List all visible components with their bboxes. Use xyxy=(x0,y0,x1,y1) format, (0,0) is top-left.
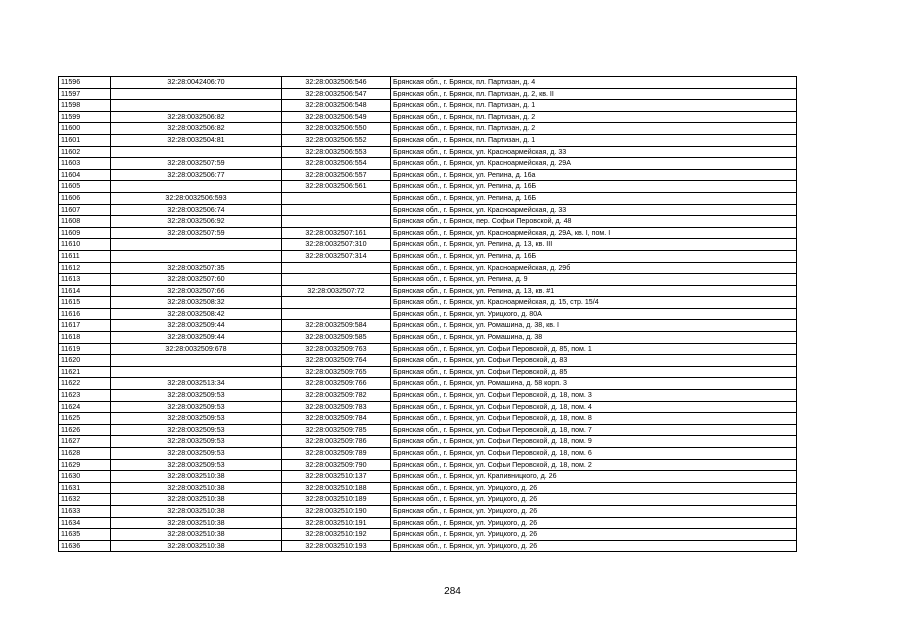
row-number-cell: 11610 xyxy=(59,239,111,251)
table-row xyxy=(59,192,797,204)
cadastral-number-cell: 32:28:0032506:82 xyxy=(111,111,282,123)
address-cell: Брянская обл., г. Брянск, пл. Партизан, д. 1 xyxy=(391,100,797,112)
address-cell: Брянская обл., г. Брянск, ул. Софьи Перовской, д. 85 xyxy=(391,366,797,378)
object-cadastral-number-cell xyxy=(282,262,391,274)
cadastral-number-cell xyxy=(111,366,282,378)
object-cadastral-number-cell: 32:28:0032510:137 xyxy=(282,471,391,483)
table-row xyxy=(59,320,797,332)
cadastral-number-cell: 32:28:0032509:53 xyxy=(111,390,282,402)
object-cadastral-number-cell: 32:28:0032510:191 xyxy=(282,517,391,529)
cadastral-number-cell: 32:28:0042406:70 xyxy=(111,77,282,89)
object-cadastral-number-cell: 32:28:0032509:782 xyxy=(282,390,391,402)
cadastral-number-cell: 32:28:0032506:92 xyxy=(111,216,282,228)
row-number-cell: 11619 xyxy=(59,343,111,355)
row-number-cell: 11635 xyxy=(59,529,111,541)
table-row xyxy=(59,123,797,135)
table-row xyxy=(59,262,797,274)
table-row xyxy=(59,343,797,355)
cadastral-number-cell: 32:28:0032509:678 xyxy=(111,343,282,355)
cadastral-number-cell: 32:28:0032510:38 xyxy=(111,482,282,494)
address-cell: Брянская обл., г. Брянск, пл. Партизан, д. 1 xyxy=(391,134,797,146)
address-cell: Брянская обл., г. Брянск, пл. Партизан, д. 2 xyxy=(391,111,797,123)
cadastral-number-cell: 32:28:0032507:60 xyxy=(111,274,282,286)
table-row xyxy=(59,471,797,483)
address-cell: Брянская обл., г. Брянск, ул. Урицкого, д. 26 xyxy=(391,505,797,517)
object-cadastral-number-cell: 32:28:0032506:557 xyxy=(282,169,391,181)
object-cadastral-number-cell xyxy=(282,308,391,320)
address-cell: Брянская обл., г. Брянск, ул. Урицкого, д. 26 xyxy=(391,540,797,552)
table-row xyxy=(59,494,797,506)
cadastral-number-cell: 32:28:0032509:53 xyxy=(111,436,282,448)
table-row xyxy=(59,216,797,228)
table-row xyxy=(59,390,797,402)
object-cadastral-number-cell: 32:28:0032506:548 xyxy=(282,100,391,112)
register-table xyxy=(58,76,797,552)
table-row xyxy=(59,448,797,460)
cadastral-number-cell xyxy=(111,181,282,193)
cadastral-number-cell xyxy=(111,239,282,251)
object-cadastral-number-cell: 32:28:0032506:553 xyxy=(282,146,391,158)
object-cadastral-number-cell: 32:28:0032509:766 xyxy=(282,378,391,390)
address-cell: Брянская обл., г. Брянск, ул. Урицкого, д. 26 xyxy=(391,494,797,506)
object-cadastral-number-cell: 32:28:0032507:314 xyxy=(282,250,391,262)
row-number-cell: 11604 xyxy=(59,169,111,181)
object-cadastral-number-cell: 32:28:0032509:786 xyxy=(282,436,391,448)
row-number-cell: 11616 xyxy=(59,308,111,320)
cadastral-number-cell: 32:28:0032506:82 xyxy=(111,123,282,135)
table-row xyxy=(59,297,797,309)
cadastral-number-cell: 32:28:0032509:53 xyxy=(111,401,282,413)
row-number-cell: 11631 xyxy=(59,482,111,494)
object-cadastral-number-cell: 32:28:0032509:584 xyxy=(282,320,391,332)
table-row xyxy=(59,158,797,170)
cadastral-number-cell xyxy=(111,250,282,262)
cadastral-number-cell: 32:28:0032510:38 xyxy=(111,529,282,541)
cadastral-number-cell: 32:28:0032507:66 xyxy=(111,285,282,297)
cadastral-number-cell: 32:28:0032509:53 xyxy=(111,424,282,436)
table-row xyxy=(59,239,797,251)
object-cadastral-number-cell: 32:28:0032510:188 xyxy=(282,482,391,494)
row-number-cell: 11599 xyxy=(59,111,111,123)
row-number-cell: 11600 xyxy=(59,123,111,135)
address-cell: Брянская обл., г. Брянск, ул. Урицкого, д. 26 xyxy=(391,482,797,494)
object-cadastral-number-cell: 32:28:0032510:190 xyxy=(282,505,391,517)
object-cadastral-number-cell: 32:28:0032507:161 xyxy=(282,227,391,239)
address-cell: Брянская обл., г. Брянск, ул. Софьи Перовской, д. 18, пом. 7 xyxy=(391,424,797,436)
cadastral-number-cell: 32:28:0032510:38 xyxy=(111,517,282,529)
row-number-cell: 11625 xyxy=(59,413,111,425)
object-cadastral-number-cell: 32:28:0032507:72 xyxy=(282,285,391,297)
object-cadastral-number-cell xyxy=(282,274,391,286)
row-number-cell: 11602 xyxy=(59,146,111,158)
address-cell: Брянская обл., г. Брянск, ул. Репина, д. 16Б xyxy=(391,250,797,262)
table-row xyxy=(59,332,797,344)
cadastral-number-cell: 32:28:0032510:38 xyxy=(111,505,282,517)
table-row xyxy=(59,529,797,541)
cadastral-number-cell xyxy=(111,355,282,367)
row-number-cell: 11618 xyxy=(59,332,111,344)
cadastral-number-cell xyxy=(111,100,282,112)
object-cadastral-number-cell: 32:28:0032506:550 xyxy=(282,123,391,135)
row-number-cell: 11622 xyxy=(59,378,111,390)
table-row xyxy=(59,77,797,89)
row-number-cell: 11606 xyxy=(59,192,111,204)
page-number: 284 xyxy=(444,586,461,597)
cadastral-number-cell xyxy=(111,146,282,158)
row-number-cell: 11620 xyxy=(59,355,111,367)
object-cadastral-number-cell: 32:28:0032509:790 xyxy=(282,459,391,471)
row-number-cell: 11633 xyxy=(59,505,111,517)
address-cell: Брянская обл., г. Брянск, ул. Крапивницкого, д. 26 xyxy=(391,471,797,483)
cadastral-number-cell: 32:28:0032509:53 xyxy=(111,459,282,471)
address-cell: Брянская обл., г. Брянск, ул. Урицкого, д. 26 xyxy=(391,517,797,529)
cadastral-number-cell: 32:28:0032508:42 xyxy=(111,308,282,320)
table-row xyxy=(59,482,797,494)
row-number-cell: 11624 xyxy=(59,401,111,413)
cadastral-number-cell: 32:28:0032510:38 xyxy=(111,471,282,483)
table-row xyxy=(59,413,797,425)
row-number-cell: 11634 xyxy=(59,517,111,529)
table-row xyxy=(59,250,797,262)
table-row xyxy=(59,146,797,158)
address-cell: Брянская обл., г. Брянск, пер. Софьи Перовской, д. 48 xyxy=(391,216,797,228)
table-row xyxy=(59,378,797,390)
address-cell: Брянская обл., г. Брянск, ул. Софьи Перовской, д. 18, пом. 2 xyxy=(391,459,797,471)
table-row xyxy=(59,436,797,448)
address-cell: Брянская обл., г. Брянск, ул. Репина, д. 16а xyxy=(391,169,797,181)
row-number-cell: 11608 xyxy=(59,216,111,228)
object-cadastral-number-cell: 32:28:0032509:585 xyxy=(282,332,391,344)
table-row xyxy=(59,111,797,123)
object-cadastral-number-cell: 32:28:0032506:552 xyxy=(282,134,391,146)
cadastral-number-cell: 32:28:0032506:593 xyxy=(111,192,282,204)
address-cell: Брянская обл., г. Брянск, ул. Софьи Перовской, д. 18, пом. 9 xyxy=(391,436,797,448)
address-cell: Брянская обл., г. Брянск, пл. Партизан, д. 2 xyxy=(391,123,797,135)
address-cell: Брянская обл., г. Брянск, ул. Красноармейская, д. 15, стр. 15/4 xyxy=(391,297,797,309)
table-row xyxy=(59,204,797,216)
cadastral-number-cell: 32:28:0032506:74 xyxy=(111,204,282,216)
table-row xyxy=(59,285,797,297)
object-cadastral-number-cell: 32:28:0032509:763 xyxy=(282,343,391,355)
table-row xyxy=(59,517,797,529)
row-number-cell: 11607 xyxy=(59,204,111,216)
row-number-cell: 11601 xyxy=(59,134,111,146)
address-cell: Брянская обл., г. Брянск, пл. Партизан, д. 4 xyxy=(391,77,797,89)
address-cell: Брянская обл., г. Брянск, ул. Софьи Перовской, д. 18, пом. 4 xyxy=(391,401,797,413)
cadastral-number-cell: 32:28:0032510:38 xyxy=(111,494,282,506)
object-cadastral-number-cell: 32:28:0032506:554 xyxy=(282,158,391,170)
object-cadastral-number-cell: 32:28:0032506:547 xyxy=(282,88,391,100)
address-cell: Брянская обл., г. Брянск, ул. Репина, д. 13, кв. III xyxy=(391,239,797,251)
row-number-cell: 11596 xyxy=(59,77,111,89)
object-cadastral-number-cell: 32:28:0032506:546 xyxy=(282,77,391,89)
table-row xyxy=(59,274,797,286)
table-row xyxy=(59,401,797,413)
object-cadastral-number-cell xyxy=(282,216,391,228)
row-number-cell: 11612 xyxy=(59,262,111,274)
cadastral-number-cell: 32:28:0032509:44 xyxy=(111,320,282,332)
cadastral-number-cell: 32:28:0032510:38 xyxy=(111,540,282,552)
address-cell: Брянская обл., г. Брянск, ул. Репина, д. 9 xyxy=(391,274,797,286)
object-cadastral-number-cell: 32:28:0032509:783 xyxy=(282,401,391,413)
object-cadastral-number-cell: 32:28:0032509:764 xyxy=(282,355,391,367)
row-number-cell: 11605 xyxy=(59,181,111,193)
cadastral-number-cell: 32:28:0032509:44 xyxy=(111,332,282,344)
row-number-cell: 11632 xyxy=(59,494,111,506)
address-cell: Брянская обл., г. Брянск, ул. Софьи Перовской, д. 18, пом. 6 xyxy=(391,448,797,460)
address-cell: Брянская обл., г. Брянск, пл. Партизан, д. 2, кв. II xyxy=(391,88,797,100)
object-cadastral-number-cell: 32:28:0032506:561 xyxy=(282,181,391,193)
cadastral-number-cell: 32:28:0032508:32 xyxy=(111,297,282,309)
row-number-cell: 11628 xyxy=(59,448,111,460)
address-cell: Брянская обл., г. Брянск, ул. Репина, д. 13, кв. #1 xyxy=(391,285,797,297)
row-number-cell: 11613 xyxy=(59,274,111,286)
address-cell: Брянская обл., г. Брянск, ул. Красноармейская, д. 29А xyxy=(391,158,797,170)
object-cadastral-number-cell xyxy=(282,192,391,204)
table-row xyxy=(59,366,797,378)
table-row xyxy=(59,88,797,100)
row-number-cell: 11636 xyxy=(59,540,111,552)
address-cell: Брянская обл., г. Брянск, ул. Софьи Перовской, д. 18, пом. 8 xyxy=(391,413,797,425)
table-row xyxy=(59,227,797,239)
cadastral-number-cell: 32:28:0032506:77 xyxy=(111,169,282,181)
object-cadastral-number-cell xyxy=(282,297,391,309)
cadastral-number-cell: 32:28:0032509:53 xyxy=(111,413,282,425)
register-table-body xyxy=(59,77,797,552)
table-row xyxy=(59,308,797,320)
row-number-cell: 11626 xyxy=(59,424,111,436)
table-row xyxy=(59,100,797,112)
cadastral-number-cell: 32:28:0032504:81 xyxy=(111,134,282,146)
row-number-cell: 11630 xyxy=(59,471,111,483)
object-cadastral-number-cell: 32:28:0032509:789 xyxy=(282,448,391,460)
table-row xyxy=(59,540,797,552)
cadastral-number-cell xyxy=(111,88,282,100)
cadastral-number-cell: 32:28:0032509:53 xyxy=(111,448,282,460)
object-cadastral-number-cell: 32:28:0032509:785 xyxy=(282,424,391,436)
address-cell: Брянская обл., г. Брянск, ул. Ромашина, д. 38 xyxy=(391,332,797,344)
object-cadastral-number-cell: 32:28:0032510:189 xyxy=(282,494,391,506)
object-cadastral-number-cell: 32:28:0032509:765 xyxy=(282,366,391,378)
address-cell: Брянская обл., г. Брянск, ул. Софьи Перовской, д. 85, пом. 1 xyxy=(391,343,797,355)
object-cadastral-number-cell: 32:28:0032506:549 xyxy=(282,111,391,123)
address-cell: Брянская обл., г. Брянск, ул. Красноармейская, д. 29б xyxy=(391,262,797,274)
address-cell: Брянская обл., г. Брянск, ул. Красноармейская, д. 29А, кв. I, пом. I xyxy=(391,227,797,239)
table-row xyxy=(59,355,797,367)
row-number-cell: 11623 xyxy=(59,390,111,402)
object-cadastral-number-cell: 32:28:0032510:192 xyxy=(282,529,391,541)
object-cadastral-number-cell: 32:28:0032507:310 xyxy=(282,239,391,251)
address-cell: Брянская обл., г. Брянск, ул. Софьи Перовской, д. 83 xyxy=(391,355,797,367)
row-number-cell: 11598 xyxy=(59,100,111,112)
table-row xyxy=(59,181,797,193)
address-cell: Брянская обл., г. Брянск, ул. Репина, д. 16Б xyxy=(391,192,797,204)
row-number-cell: 11617 xyxy=(59,320,111,332)
row-number-cell: 11621 xyxy=(59,366,111,378)
table-row xyxy=(59,134,797,146)
object-cadastral-number-cell: 32:28:0032510:193 xyxy=(282,540,391,552)
row-number-cell: 11603 xyxy=(59,158,111,170)
cadastral-number-cell: 32:28:0032513:34 xyxy=(111,378,282,390)
cadastral-number-cell: 32:28:0032507:59 xyxy=(111,227,282,239)
object-cadastral-number-cell xyxy=(282,204,391,216)
cadastral-number-cell: 32:28:0032507:59 xyxy=(111,158,282,170)
row-number-cell: 11614 xyxy=(59,285,111,297)
address-cell: Брянская обл., г. Брянск, ул. Ромашина, д. 38, кв. I xyxy=(391,320,797,332)
row-number-cell: 11609 xyxy=(59,227,111,239)
row-number-cell: 11615 xyxy=(59,297,111,309)
cadastral-number-cell: 32:28:0032507:35 xyxy=(111,262,282,274)
table-row xyxy=(59,169,797,181)
address-cell: Брянская обл., г. Брянск, ул. Урицкого, д. 26 xyxy=(391,529,797,541)
address-cell: Брянская обл., г. Брянск, ул. Урицкого, д. 80А xyxy=(391,308,797,320)
object-cadastral-number-cell: 32:28:0032509:784 xyxy=(282,413,391,425)
address-cell: Брянская обл., г. Брянск, ул. Софьи Перовской, д. 18, пом. 3 xyxy=(391,390,797,402)
row-number-cell: 11611 xyxy=(59,250,111,262)
address-cell: Брянская обл., г. Брянск, ул. Красноармейская, д. 33 xyxy=(391,204,797,216)
table-row xyxy=(59,505,797,517)
address-cell: Брянская обл., г. Брянск, ул. Красноармейская, д. 33 xyxy=(391,146,797,158)
table-row xyxy=(59,459,797,471)
row-number-cell: 11597 xyxy=(59,88,111,100)
row-number-cell: 11627 xyxy=(59,436,111,448)
table-row xyxy=(59,424,797,436)
row-number-cell: 11629 xyxy=(59,459,111,471)
address-cell: Брянская обл., г. Брянск, ул. Репина, д. 16Б xyxy=(391,181,797,193)
address-cell: Брянская обл., г. Брянск, ул. Ромашина, д. 58 корп. 3 xyxy=(391,378,797,390)
